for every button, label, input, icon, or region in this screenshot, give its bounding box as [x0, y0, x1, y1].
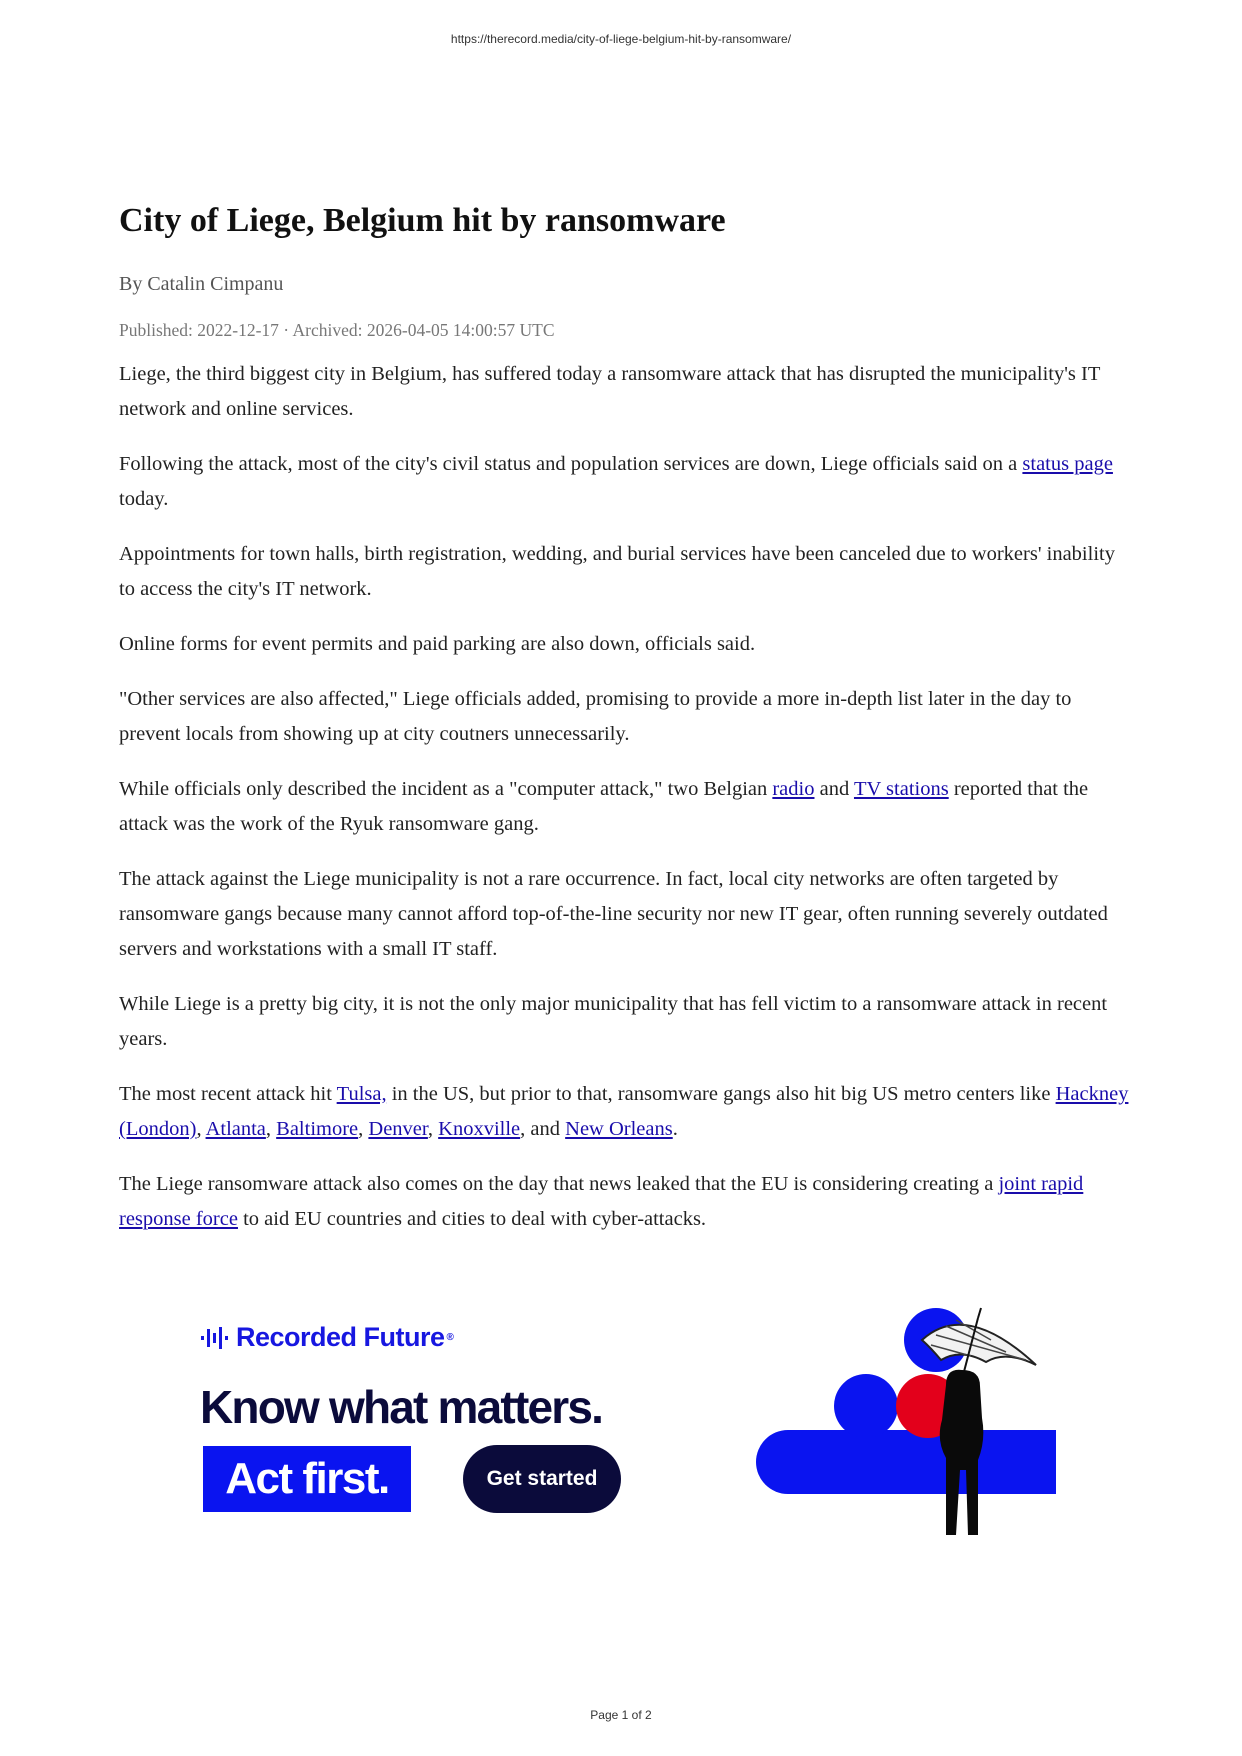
ad-headline: Know what matters. — [200, 1381, 603, 1433]
article — [119, 200, 1129, 1257]
recorded-future-logo-icon — [200, 1323, 230, 1353]
paragraph: The Liege ransomware attack also comes on the day that news leaked that the EU is considering creating a joint rapid response force to aid EU countries and cities to deal with cyber-attacks. — [119, 1172, 1084, 1230]
umbrella-figure-illustration — [756, 1290, 1066, 1540]
paragraph: While Liege is a pretty big city, it is not the only major municipality that has fell victim to a ransomware attack in recent years. — [119, 992, 1108, 1050]
umbrella-canopy-icon — [922, 1325, 1036, 1365]
baltimore-link[interactable]: Baltimore — [276, 1117, 359, 1140]
new-orleans-link[interactable]: New Orleans — [565, 1117, 673, 1140]
trademark-symbol: ® — [446, 1332, 454, 1343]
denver-link[interactable]: Denver — [368, 1117, 428, 1140]
knoxville-link[interactable]: Knoxville — [438, 1117, 521, 1140]
paragraph: Online forms for event permits and paid parking are also down, officials said. — [119, 632, 756, 655]
brand-name: Recorded Future — [236, 1322, 445, 1352]
paragraph: "Other services are also affected," Liege officials added, promising to provide a more in-depth list later in the day to prevent locals from showing up at city coutners unnecessarily. — [119, 687, 1072, 745]
paragraph: Following the attack, most of the city's civil status and population services are down, Liege officials said on a status page today. — [119, 452, 1113, 510]
joint-rapid-response-force-link[interactable]: joint rapid response force — [119, 1172, 1084, 1230]
brand-logo — [200, 1322, 453, 1353]
tv-stations-link[interactable]: TV stations — [853, 777, 949, 800]
umbrella-tip — [978, 1308, 981, 1318]
byline: By Catalin Cimpanu — [119, 272, 284, 295]
get-started-button[interactable]: Get started — [463, 1445, 621, 1513]
paragraph: Appointments for town halls, birth registration, wedding, and burial services have been canceled due to workers' inability to access the city's IT network. — [119, 542, 1115, 600]
radio-link[interactable]: radio — [772, 777, 815, 800]
page-url: https://therecord.media/city-of-liege-belgium-hit-by-ransomware/ — [450, 32, 792, 46]
paragraph: Liege, the third biggest city in Belgium, has suffered today a ransomware attack that has disrupted the municipality's IT network and online services. — [119, 362, 1100, 420]
article-body — [119, 357, 1129, 1237]
article-title: City of Liege, Belgium hit by ransomware — [119, 202, 726, 239]
publish-meta: Published: 2022-12-17 · Archived: 2026-04-05 14:00:57 UTC — [119, 319, 555, 340]
ad-tagline: Act first. — [203, 1446, 411, 1512]
status-page-link[interactable]: status page — [1022, 452, 1113, 475]
paragraph: The attack against the Liege municipality is not a rare occurrence. In fact, local city networks are often targeted by ransomware gangs because many cannot afford top-of-the-line security nor new IT gear, often running severely outdated servers and workstations with a small IT staff. — [119, 867, 1108, 960]
tulsa-link[interactable]: Tulsa, — [336, 1082, 387, 1105]
atlanta-link[interactable]: Atlanta — [205, 1117, 266, 1140]
paragraph: The most recent attack hit Tulsa, in the US, but prior to that, ransomware gangs also hit big US metro centers like Hackney (London), Atlanta, Baltimore, Denver, Knoxville, and New Orleans. — [119, 1082, 1129, 1140]
person-silhouette-icon — [940, 1370, 984, 1535]
hackney-link[interactable]: Hackney (London) — [119, 1082, 1129, 1140]
page-number: Page 1 of 2 — [590, 1708, 652, 1722]
paragraph: While officials only described the incident as a "computer attack," two Belgian radio and TV stations reported that the attack was the work of the Ryuk ransomware gang. — [119, 777, 1089, 835]
blue-circle-left — [834, 1374, 898, 1438]
advertisement-banner[interactable] — [200, 1310, 1070, 1550]
